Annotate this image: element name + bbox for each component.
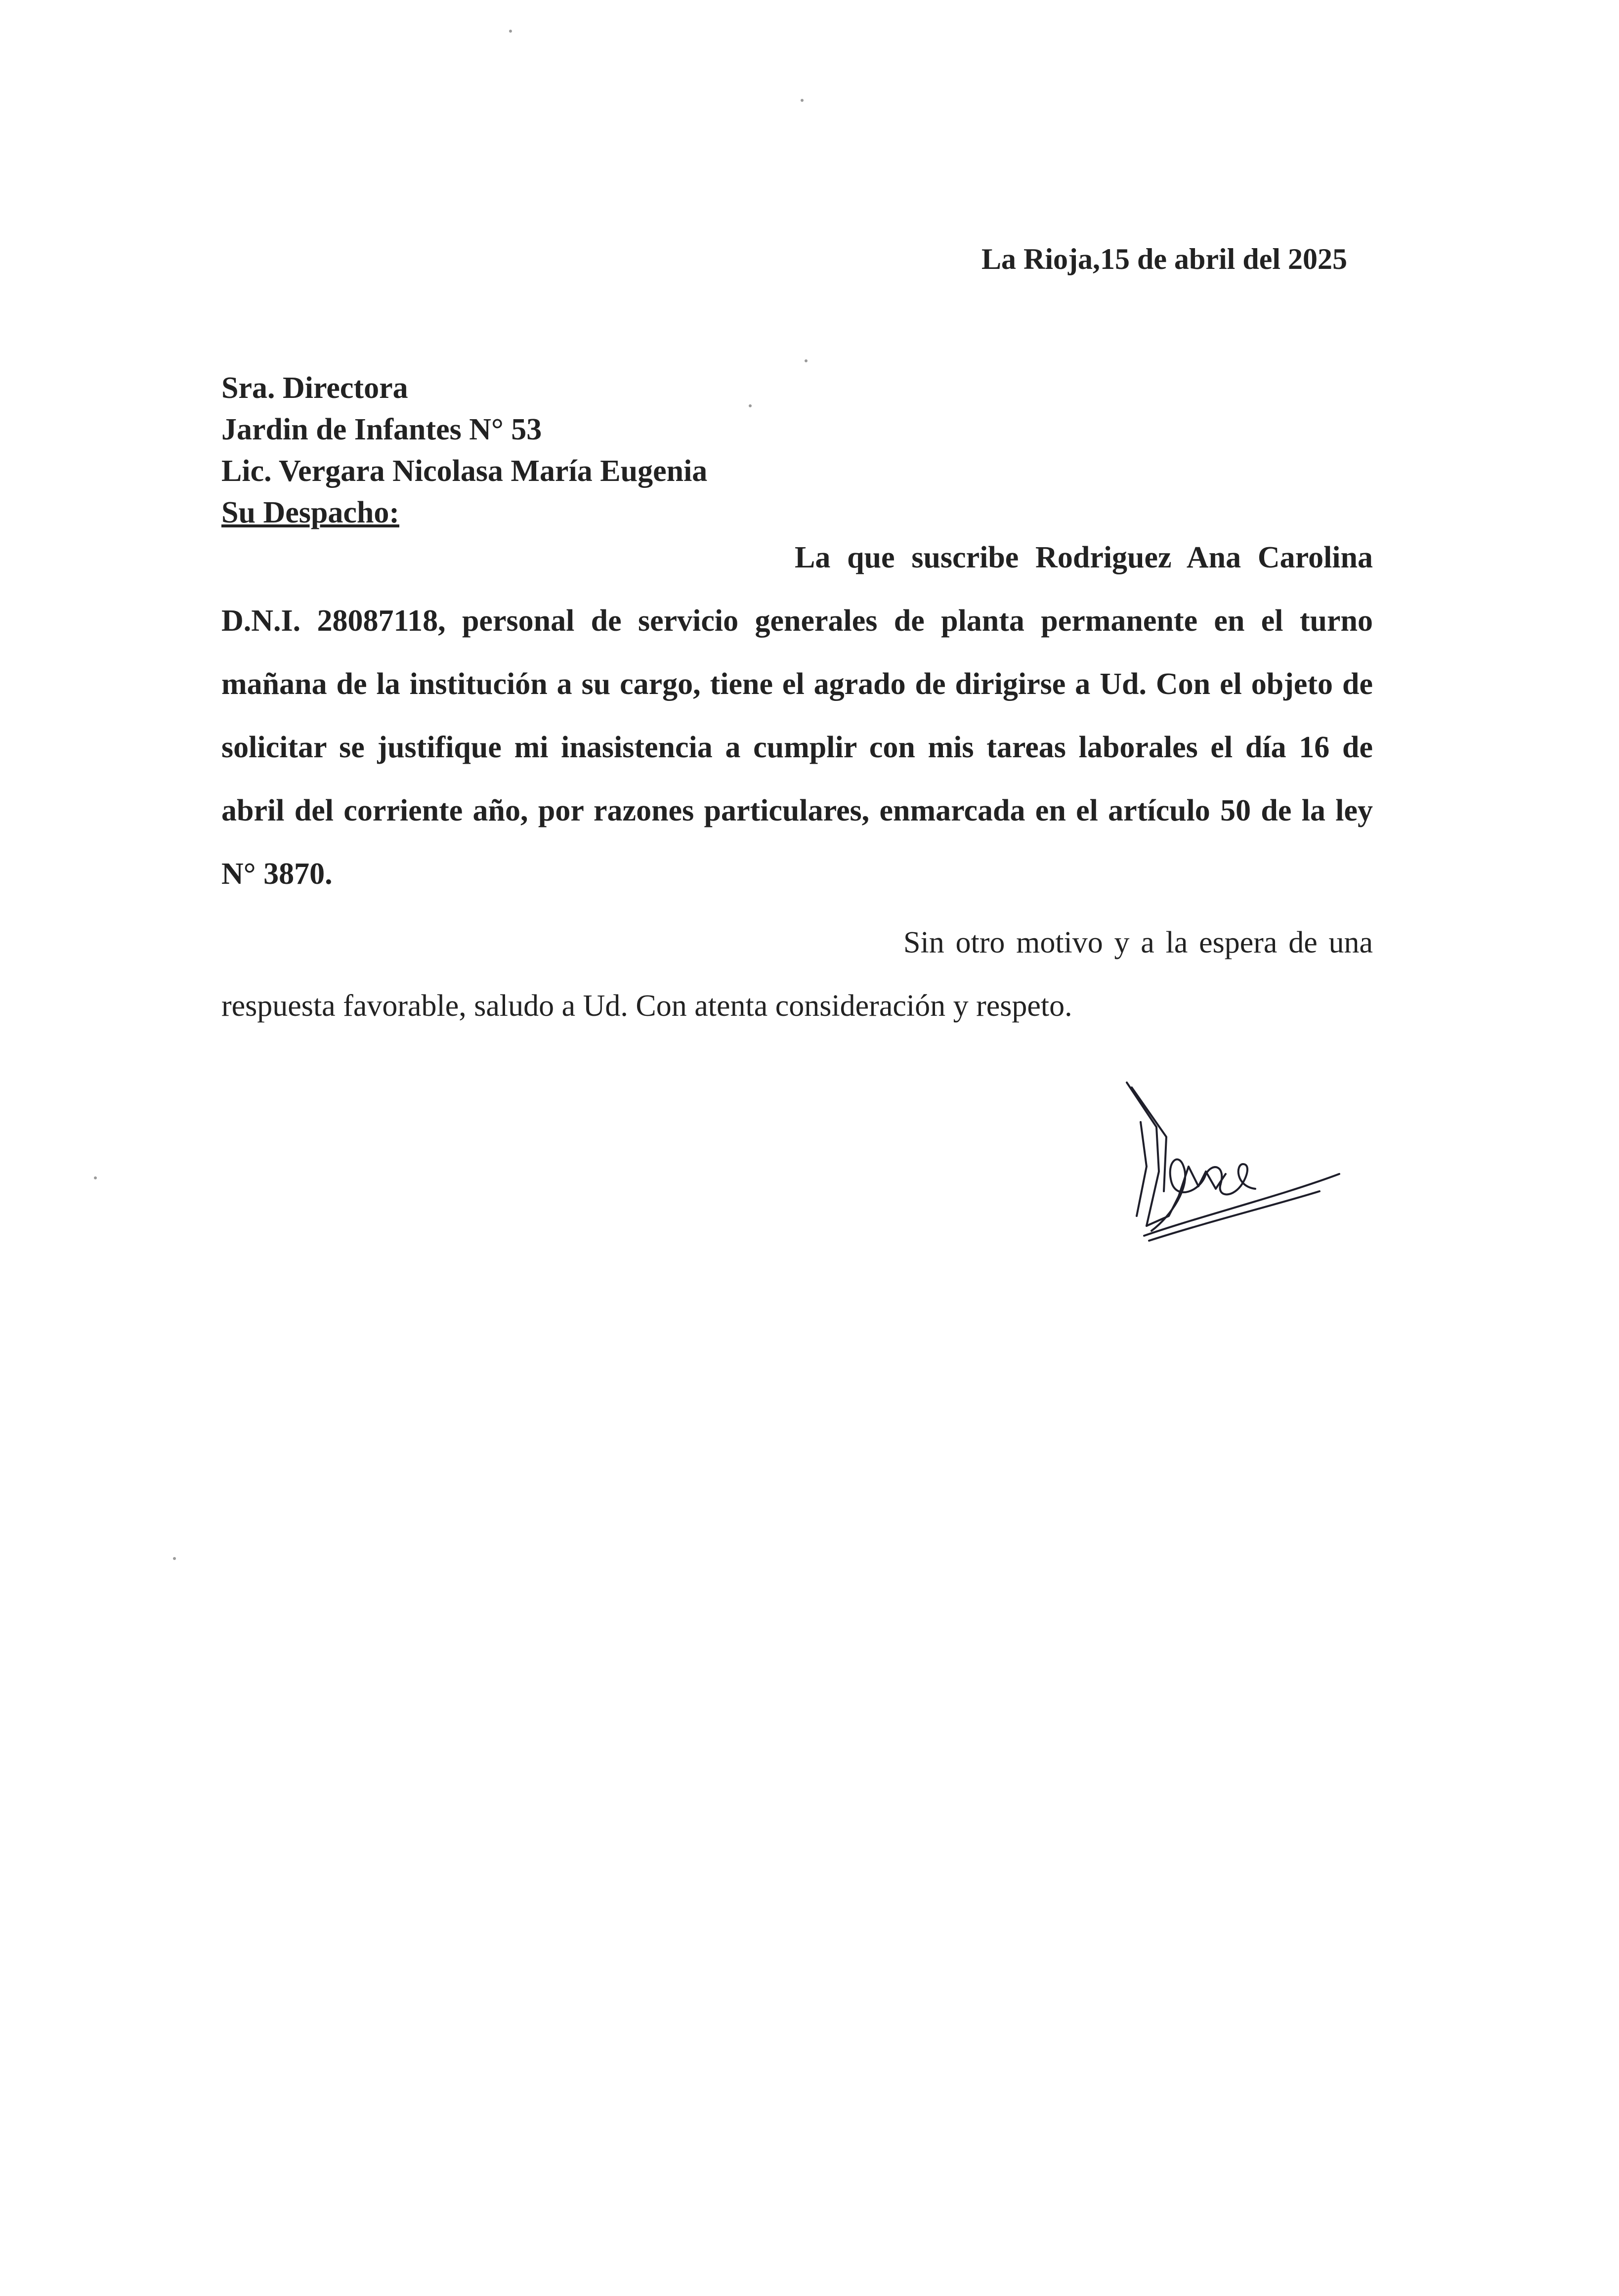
recipient-name: Lic. Vergara Nicolasa María Eugenia (221, 454, 708, 488)
recipient-block (221, 367, 707, 533)
date-line: La Rioja,15 de abril del 2025 (981, 243, 1347, 275)
recipient-title: Sra. Directora (221, 371, 408, 405)
recipient-institution: Jardin de Infantes N° 53 (221, 413, 542, 446)
paragraph-1-body: D.N.I. 28087118, personal de servicio generales de planta permanente en el turno mañana de la institución a su cargo, tiene el agrado de dirigirse a Ud. Con el objeto de solicitar se justifique mi inasistencia a cumplir con mis tareas laborales el día 16 de abril del corriente año, por razones particulares, enmarcada en el artículo 50 de la ley N° 3870. (221, 604, 1373, 891)
paragraph-1-opening: La que suscribe Rodriguez Ana Carolina (795, 541, 1373, 574)
recipient-dispatch: Su Despacho: (221, 496, 400, 529)
handwritten-signature (1072, 1068, 1591, 1414)
body-paragraph-2: Sin otro motivo y a la espera de una respuesta favorable, saludo a Ud. Con atenta consideración y respeto. (221, 926, 1373, 1023)
body-paragraph-1 (221, 526, 1373, 906)
